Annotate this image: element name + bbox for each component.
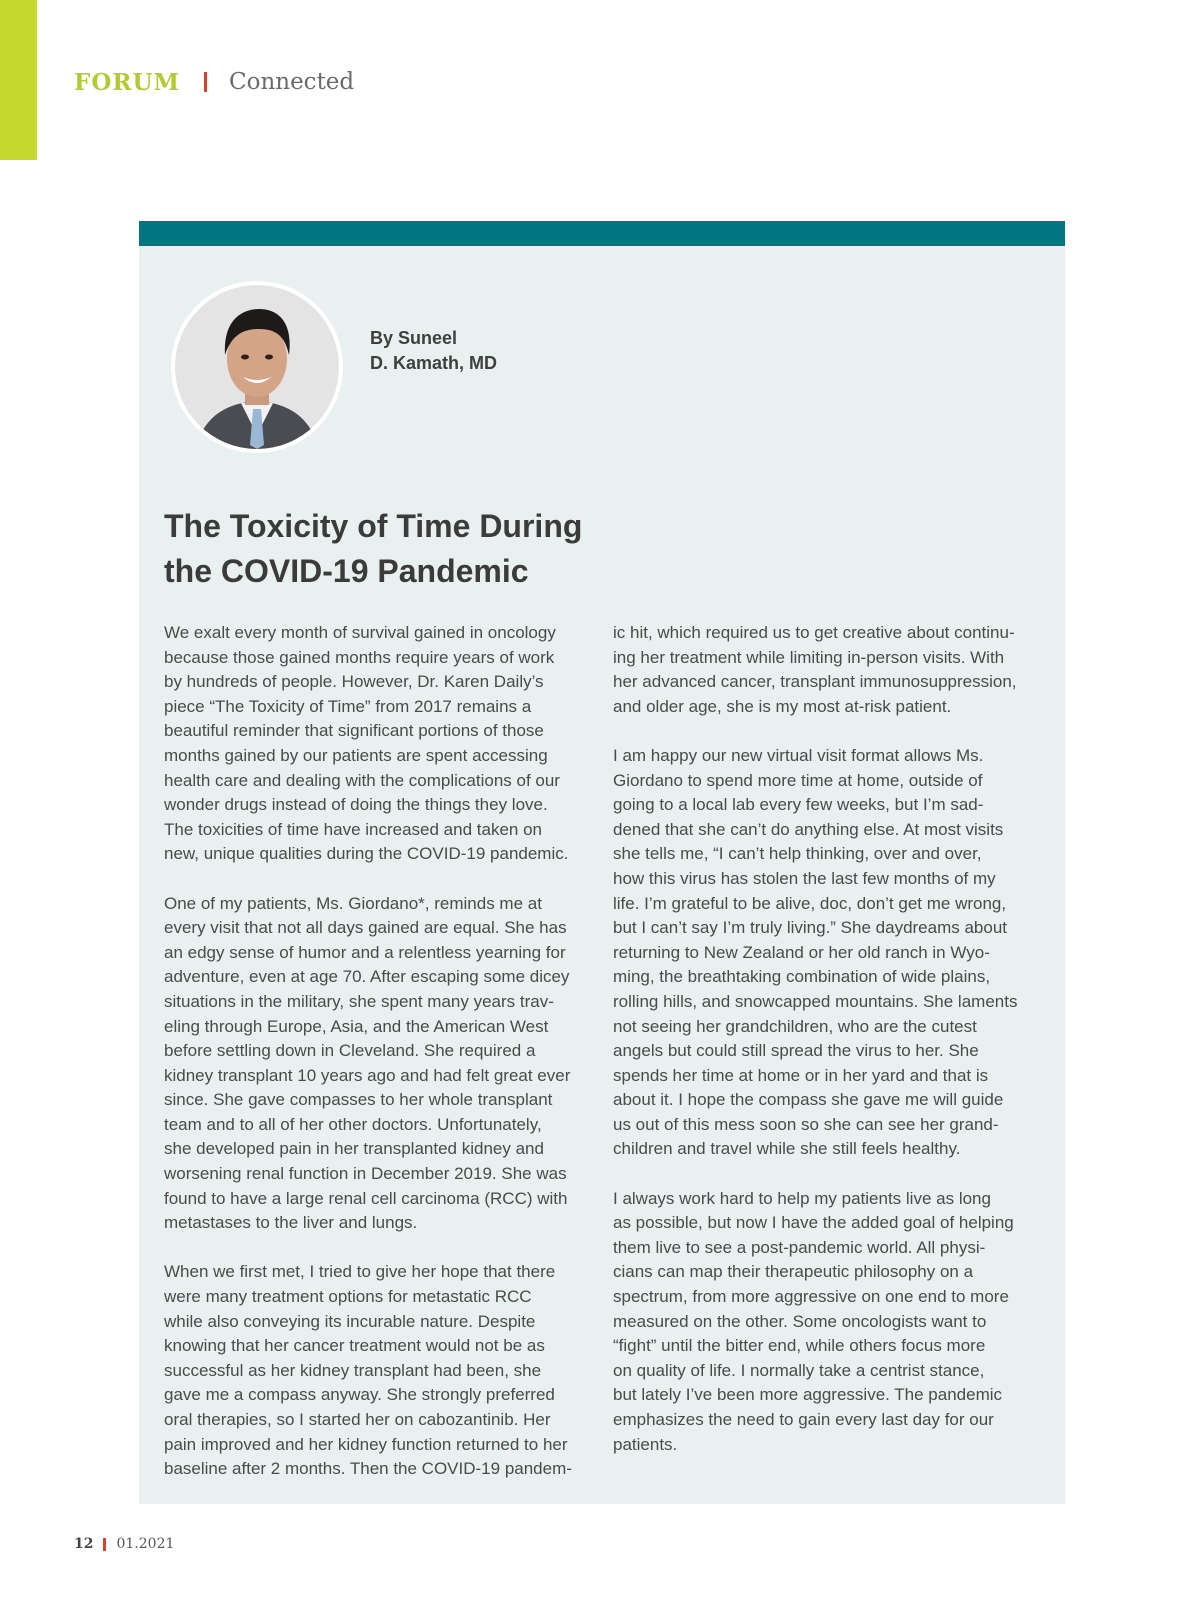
paragraph-line: I am happy our new virtual visit format allows Ms. bbox=[613, 745, 984, 765]
byline-line-2: D. Kamath, MD bbox=[370, 353, 498, 373]
paragraph-line: ic hit, which required us to get creative about continu- bbox=[613, 623, 1015, 642]
paragraph-line: she tells me, “I can’t help thinking, over and over, bbox=[613, 844, 982, 864]
article-paragraph bbox=[613, 1187, 1048, 1458]
paragraph-line: life. I’m grateful to be alive, doc, don’t get me wrong, bbox=[613, 893, 1007, 913]
footer-divider bbox=[103, 1538, 106, 1551]
paragraph-line: found to have a large renal cell carcinoma (RCC) with bbox=[164, 1188, 568, 1208]
header-divider bbox=[204, 72, 207, 92]
paragraph-line: I always work hard to help my patients live as long bbox=[613, 1188, 991, 1208]
paragraph-line: as possible, but now I have the added goal of helping bbox=[613, 1213, 1014, 1233]
paragraph-line: going to a local lab every few weeks, but I’m sad- bbox=[613, 795, 984, 815]
paragraph-line: wonder drugs instead of doing the things they love. bbox=[164, 795, 548, 815]
paragraph-line: The toxicities of time have increased and taken on bbox=[164, 819, 542, 839]
paragraph-line: were many treatment options for metastatic RCC bbox=[164, 1287, 532, 1307]
paragraph-line: dened that she can’t do anything else. At most visits bbox=[613, 819, 1004, 839]
paragraph-line: “fight” until the bitter end, while others focus more bbox=[613, 1336, 986, 1356]
paragraph-line: about it. I hope the compass she gave me will guide bbox=[613, 1090, 1004, 1110]
paragraph-line: new, unique qualities during the COVID-19 pandemic. bbox=[164, 844, 569, 864]
paragraph-line: them live to see a post-pandemic world. All physi- bbox=[613, 1237, 986, 1257]
paragraph-line: One of my patients, Ms. Giordano*, reminds me at bbox=[164, 893, 542, 913]
paragraph-line: Giordano to spend more time at home, outside of bbox=[613, 770, 983, 790]
paragraph-line: before settling down in Cleveland. She required a bbox=[164, 1041, 536, 1061]
paragraph-line: spectrum, from more aggressive on one end to more bbox=[613, 1287, 1009, 1307]
title-line-1: The Toxicity of Time During bbox=[164, 508, 583, 544]
paragraph-line: children and travel while she still feels healthy. bbox=[613, 1139, 961, 1159]
paragraph-line: When we first met, I tried to give her hope that there bbox=[164, 1262, 556, 1282]
page-number: 12 bbox=[74, 1536, 94, 1552]
paragraph-line: returning to New Zealand or her old ranch in Wyo- bbox=[613, 942, 990, 962]
article-title bbox=[164, 504, 604, 594]
paragraph-line: adventure, even at age 70. After escaping some dicey bbox=[164, 967, 570, 987]
paragraph-line: patients. bbox=[613, 1434, 678, 1454]
paragraph-line: knowing that her cancer treatment would not be as bbox=[164, 1336, 545, 1356]
paragraph-line: piece “The Toxicity of Time” from 2017 remains a bbox=[164, 696, 532, 716]
byline-line-1: By Suneel bbox=[370, 328, 458, 348]
paragraph-line: but lately I’ve been more aggressive. The pandemic bbox=[613, 1385, 1003, 1405]
paragraph-line: We exalt every month of survival gained in oncology bbox=[164, 623, 556, 642]
paragraph-line: baseline after 2 months. Then the COVID-19 pandem- bbox=[164, 1459, 572, 1479]
paragraph-line: not seeing her grandchildren, who are the cutest bbox=[613, 1016, 977, 1036]
paragraph-line: cians can map their therapeutic philosophy on a bbox=[613, 1262, 974, 1282]
article-column-right bbox=[613, 621, 1048, 1482]
article-paragraph bbox=[613, 621, 1048, 719]
paragraph-line: spends her time at home or in her yard and that is bbox=[613, 1065, 989, 1085]
paragraph-line: and older age, she is my most at-risk patient. bbox=[613, 696, 952, 716]
paragraph-line: she developed pain in her transplanted kidney and bbox=[164, 1139, 544, 1159]
author-portrait-icon bbox=[175, 285, 339, 449]
article-paragraph bbox=[164, 1260, 594, 1481]
paragraph-line: kidney transplant 10 years ago and had felt great ever bbox=[164, 1065, 571, 1085]
page-footer bbox=[74, 1536, 174, 1552]
paragraph-line: by hundreds of people. However, Dr. Karen Daily’s bbox=[164, 672, 544, 692]
paragraph-line: emphasizes the need to gain every last day for our bbox=[613, 1410, 994, 1429]
accent-tab bbox=[0, 0, 37, 160]
paragraph-line: gave me a compass anyway. She strongly preferred bbox=[164, 1385, 555, 1405]
paragraph-line: health care and dealing with the complications of our bbox=[164, 770, 560, 790]
paragraph-line: measured on the other. Some oncologists want to bbox=[613, 1311, 987, 1331]
paragraph-line: every visit that not all days gained are equal. She has bbox=[164, 918, 567, 938]
paragraph-line: rolling hills, and snowcapped mountains. She laments bbox=[613, 991, 1018, 1011]
paragraph-line: an edgy sense of humor and a relentless yearning for bbox=[164, 942, 566, 962]
paragraph-line: team and to all of her other doctors. Unfortunately, bbox=[164, 1114, 542, 1134]
subsection-label: Connected bbox=[229, 69, 355, 95]
article-paragraph bbox=[164, 892, 594, 1236]
page-header bbox=[74, 66, 354, 98]
paragraph-line: worsening renal function in December 2019. She was bbox=[164, 1164, 567, 1184]
paragraph-line: us out of this mess soon so she can see her grand- bbox=[613, 1114, 999, 1134]
article-column-left bbox=[164, 621, 594, 1506]
paragraph-line: angels but could still spread the virus to her. She bbox=[613, 1041, 979, 1061]
paragraph-line: eling through Europe, Asia, and the American West bbox=[164, 1016, 549, 1036]
paragraph-line: ing her treatment while limiting in-person visits. With bbox=[613, 647, 1005, 667]
paragraph-line: how this virus has stolen the last few months of my bbox=[613, 868, 996, 888]
paragraph-line: ming, the breathtaking combination of wide plains, bbox=[613, 967, 991, 987]
paragraph-line: because those gained months require years of work bbox=[164, 647, 555, 667]
paragraph-line: oral therapies, so I started her on cabozantinib. Her bbox=[164, 1410, 551, 1429]
article-paragraph bbox=[613, 744, 1048, 1162]
article-paragraph bbox=[164, 621, 594, 867]
paragraph-line: since. She gave compasses to her whole transplant bbox=[164, 1090, 553, 1110]
paragraph-line: beautiful reminder that significant portions of those bbox=[164, 721, 544, 741]
paragraph-line: while also conveying its incurable nature. Despite bbox=[164, 1311, 536, 1331]
section-label: FORUM bbox=[74, 68, 180, 96]
paragraph-line: metastases to the liver and lungs. bbox=[164, 1213, 418, 1233]
paragraph-line: her advanced cancer, transplant immunosuppression, bbox=[613, 672, 1017, 692]
paragraph-line: successful as her kidney transplant had been, she bbox=[164, 1360, 542, 1380]
panel-top-bar bbox=[139, 221, 1065, 246]
author-byline bbox=[370, 326, 497, 376]
paragraph-line: situations in the military, she spent many years trav- bbox=[164, 991, 554, 1011]
article-panel bbox=[139, 221, 1065, 1504]
paragraph-line: on quality of life. I normally take a centrist stance, bbox=[613, 1360, 985, 1380]
paragraph-line: pain improved and her kidney function returned to her bbox=[164, 1434, 568, 1454]
title-line-2: the COVID-19 Pandemic bbox=[164, 553, 529, 589]
author-photo bbox=[171, 281, 343, 453]
issue-date: 01.2021 bbox=[116, 1536, 175, 1552]
paragraph-line: but I can’t say I’m truly living.” She daydreams about bbox=[613, 918, 1008, 938]
paragraph-line: months gained by our patients are spent accessing bbox=[164, 745, 548, 765]
